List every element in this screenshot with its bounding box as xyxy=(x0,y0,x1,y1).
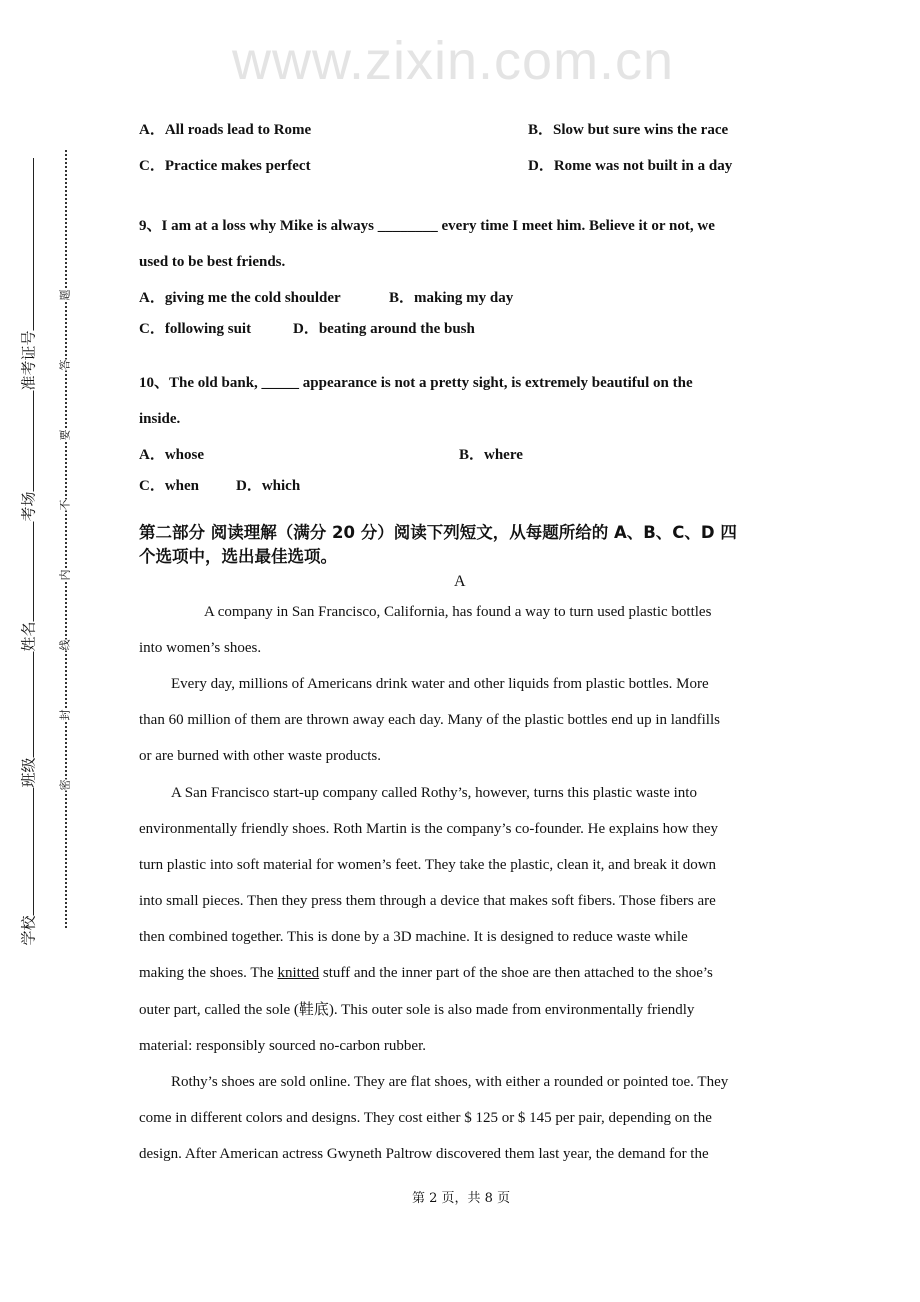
seal-char: 要 xyxy=(58,429,72,441)
passage-line: into women’s shoes. xyxy=(139,640,262,656)
seal-dotted-line xyxy=(65,150,67,928)
passage-line: Rothy’s shoes are sold online. They are flat shoes, with either a rounded or pointed toe. They xyxy=(171,1074,729,1090)
question-text: 10、The old bank, _____ appearance is not a pretty sight, is extremely beautiful on the xyxy=(139,375,693,391)
seal-char: 密 xyxy=(58,779,72,791)
label-exam-id: 准考证号 xyxy=(19,330,38,391)
passage-line: material: responsibly sourced no-carbon rubber. xyxy=(139,1038,426,1054)
passage-line xyxy=(139,964,713,982)
seal-char: 线 xyxy=(58,639,72,651)
seal-char: 封 xyxy=(58,709,72,721)
passage-line: or are burned with other waste products. xyxy=(139,748,382,764)
option-d: D．beating around the bush xyxy=(293,321,475,337)
passage-line: into small pieces. Then they press them through a device that makes soft fibers. Those fibers are xyxy=(139,893,716,909)
passage-line: A company in San Francisco, California, has found a way to turn used plastic bottles xyxy=(204,604,712,620)
option-d: D．which xyxy=(236,478,301,494)
option-c: C．when xyxy=(139,478,200,494)
option-c: C．following suit xyxy=(139,321,252,337)
option-b: B．Slow but sure wins the race xyxy=(528,122,729,138)
option-a: A．All roads lead to Rome xyxy=(139,122,312,138)
passage-line: A San Francisco start-up company called Rothy’s, however, turns this plastic waste into xyxy=(171,785,697,801)
label-exam-room: 考场 xyxy=(19,491,38,522)
section-instruction: 个选项中，选出最佳选项。 xyxy=(139,547,337,566)
seal-char: 不 xyxy=(58,499,72,511)
passage-line: Every day, millions of Americans drink water and other liquids from plastic bottles. More xyxy=(171,676,709,692)
option-b: B．where xyxy=(459,447,523,463)
passage-line: outer part, called the sole (鞋底). This outer sole is also made from environmentally friendly xyxy=(139,1002,695,1018)
label-school: 学校 xyxy=(19,915,38,946)
seal-char: 答 xyxy=(58,359,72,371)
name-line xyxy=(33,158,34,928)
passage-line: environmentally friendly shoes. Roth Martin is the company’s co-founder. He explains how they xyxy=(139,821,719,837)
section-instruction: 第二部分 阅读理解（满分 20 分）阅读下列短文，从每题所给的 A、B、C、D 四 xyxy=(139,523,737,542)
label-name: 姓名 xyxy=(19,621,38,652)
seal-char: 题 xyxy=(58,289,72,301)
question-text: inside. xyxy=(139,411,181,427)
page-footer: 第 2 页，共 8 页 xyxy=(412,1191,511,1206)
option-a: A．whose xyxy=(139,447,205,463)
line-text: stuff and the inner part of the shoe are then attached to the shoe’s xyxy=(319,965,713,981)
passage-line: turn plastic into soft material for women’s feet. They take the plastic, clean it, and break it down xyxy=(139,857,717,873)
underlined-word: knitted xyxy=(277,965,320,981)
question-text: used to be best friends. xyxy=(139,254,286,270)
passage-line: come in different colors and designs. They cost either $ 125 or $ 145 per pair, depending on the xyxy=(139,1110,712,1126)
option-d: D．Rome was not built in a day xyxy=(528,158,733,174)
watermark: www.zixin.com.cn xyxy=(232,31,675,91)
option-c: C．Practice makes perfect xyxy=(139,158,311,174)
passage-label: A xyxy=(454,573,466,590)
option-a: A．giving me the cold shoulder xyxy=(139,290,341,306)
line-text: making the shoes. The xyxy=(139,965,278,981)
passage-line: then combined together. This is done by a 3D machine. It is designed to reduce waste while xyxy=(139,929,688,945)
seal-char: 内 xyxy=(58,569,72,581)
passage-line: than 60 million of them are thrown away each day. Many of the plastic bottles end up in landfills xyxy=(139,712,720,728)
passage-line: design. After American actress Gwyneth Paltrow discovered them last year, the demand for the xyxy=(139,1146,709,1162)
question-text: 9、I am at a loss why Mike is always ________ every time I meet him. Believe it or not, we xyxy=(139,218,715,234)
label-class: 班级 xyxy=(19,757,38,788)
option-b: B．making my day xyxy=(389,290,514,306)
